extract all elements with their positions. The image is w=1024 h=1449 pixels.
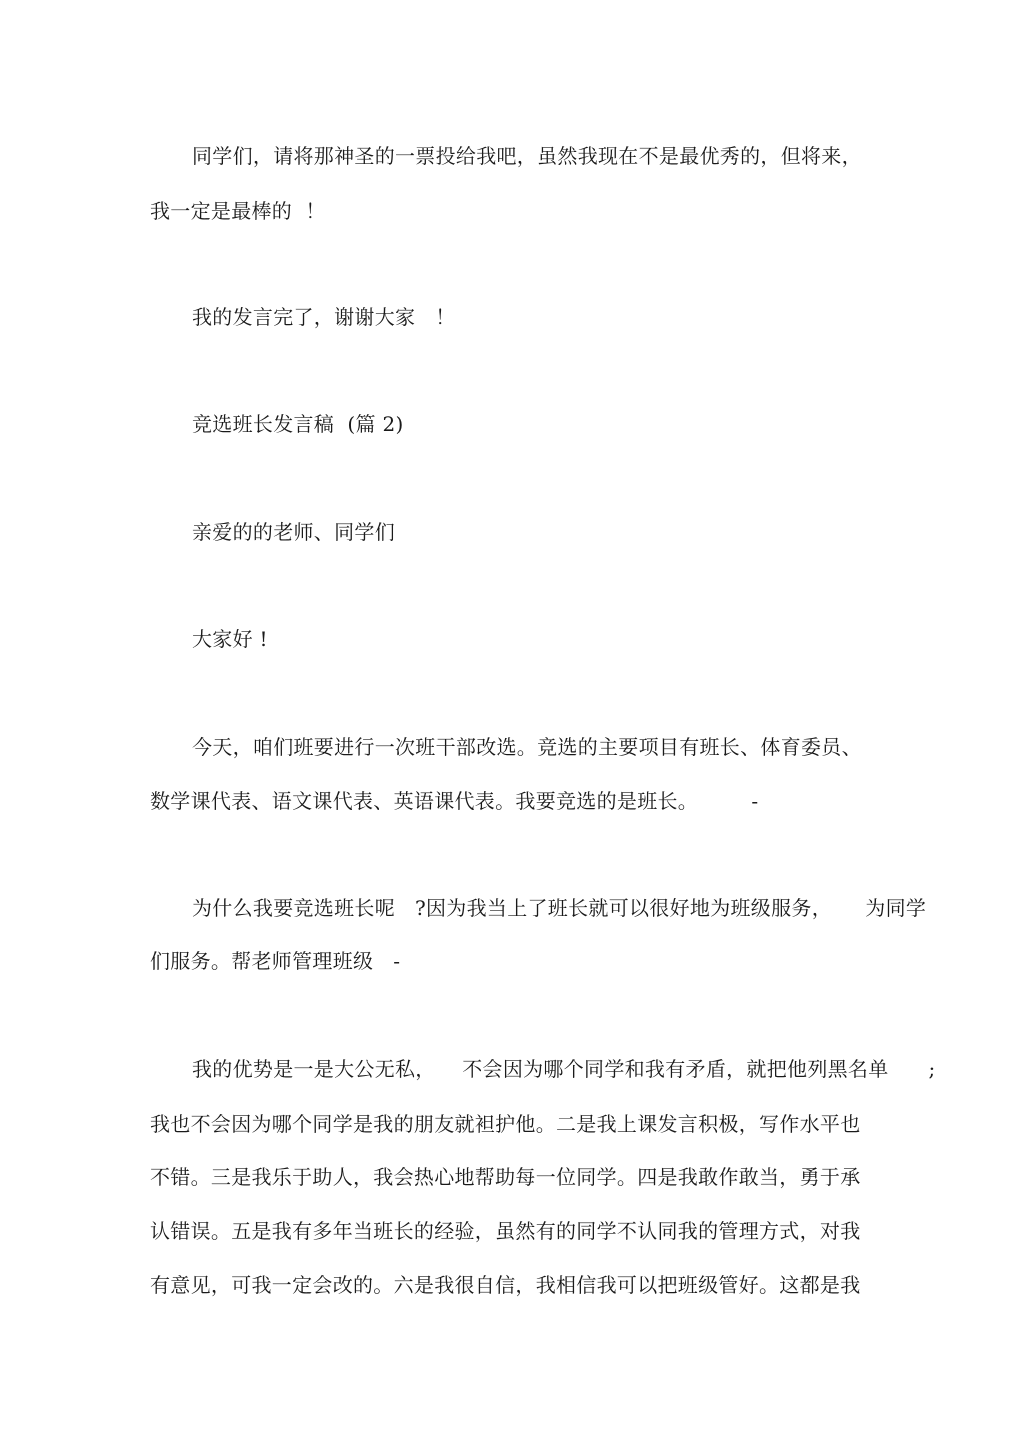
paragraph-line: 我一定是最棒的 ！	[150, 199, 326, 223]
paragraph-line: 不错。三是我乐于助人，我会热心地帮助每一位同学。四是我敢作敢当，勇于承	[150, 1165, 861, 1189]
paragraph-line: 我的优势是一是大公无私， 不会因为哪个同学和我有矛盾，就把他列黑名单 ;	[192, 1057, 936, 1081]
paragraph-line: 我也不会因为哪个同学是我的朋友就袒护他。二是我上课发言积极，写作水平也	[150, 1112, 861, 1136]
salutation: 亲爱的的老师、同学们	[192, 520, 395, 544]
paragraph-line: 数学课代表、语文课代表、英语课代表。我要竞选的是班长。 -	[150, 789, 759, 813]
paragraph-line: 有意见，可我一定会改的。六是我很自信，我相信我可以把班级管好。这都是我	[150, 1273, 861, 1297]
paragraph-line: 们服务。帮老师管理班级 -	[150, 949, 401, 973]
paragraph-line: 认错误。五是我有多年当班长的经验，虽然有的同学不认同我的管理方式，对我	[150, 1219, 861, 1243]
greeting: 大家好 !	[192, 627, 268, 651]
paragraph-line: 为什么我要竞选班长呢 ?因为我当上了班长就可以很好地为班级服务， 为同学	[192, 896, 927, 920]
section-heading: 竞选班长发言稿 (篇 2)	[192, 412, 404, 436]
paragraph-line: 同学们，请将那神圣的一票投给我吧，虽然我现在不是最优秀的，但将来，	[192, 144, 862, 168]
paragraph-line: 今天，咱们班要进行一次班干部改选。竞选的主要项目有班长、体育委员、	[192, 735, 862, 759]
paragraph-line: 我的发言完了，谢谢大家 ！	[192, 305, 456, 329]
